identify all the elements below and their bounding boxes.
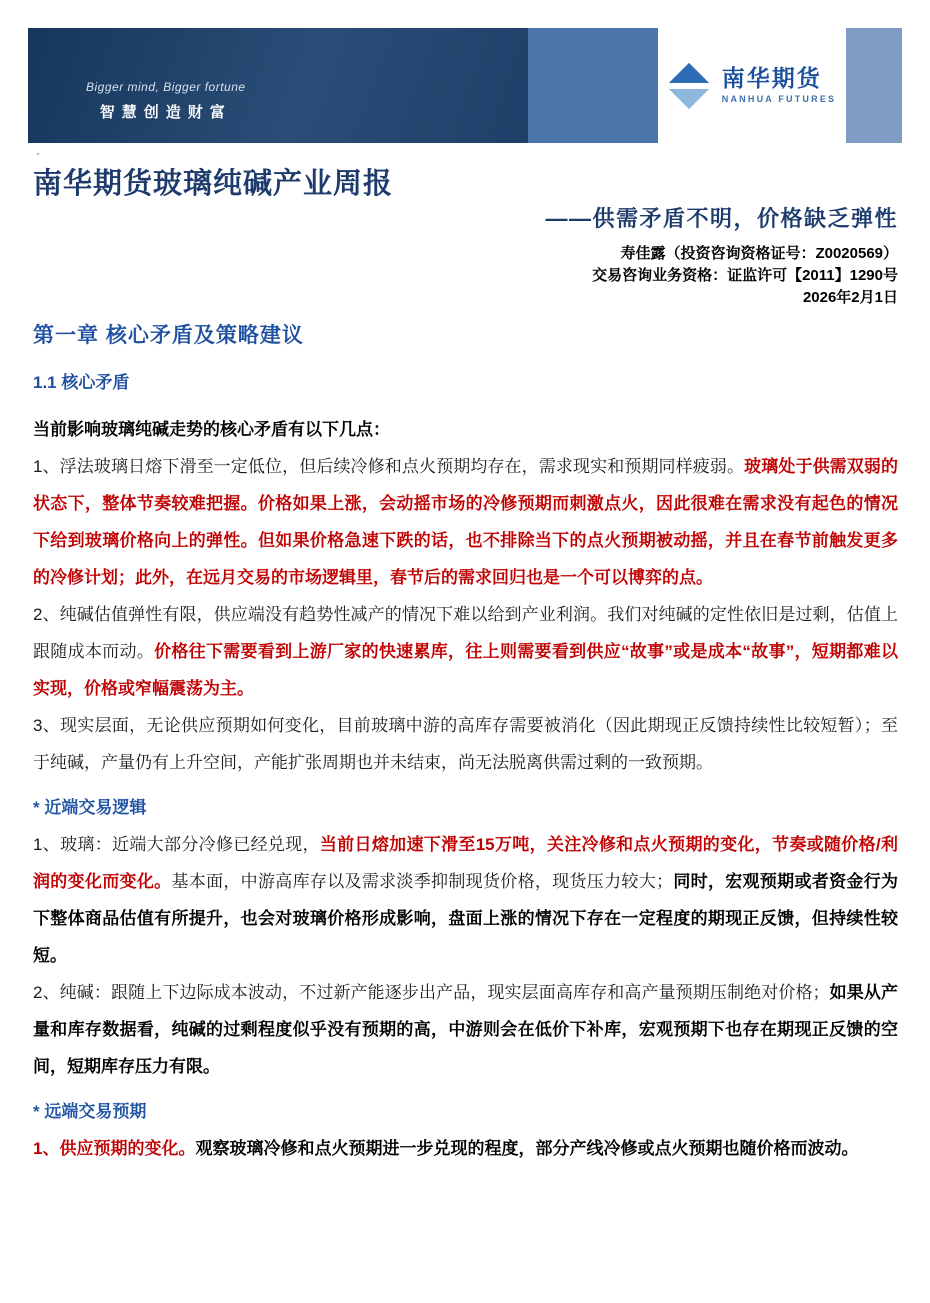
logo-name-english: NANHUA FUTURES <box>721 94 837 105</box>
text-run: 观察玻璃冷修和点火预期进一步兑现的程度，部分产线冷修或点火预期也随价格而波动。 <box>195 1139 859 1158</box>
trade-logic-subheading: * 近端交易逻辑 <box>33 798 147 817</box>
text-run: 2、纯碱：跟随上下边际成本波动，不过新产能逐步出产品，现实层面高库存和高产量预期压制绝对价格； <box>33 983 830 1002</box>
text-run: 当前日熔加速下滑至15万吨，关注冷修和点火预期的变化，节奏或随价格/利润的变化而变化。 <box>33 835 898 891</box>
paragraph <box>33 596 898 707</box>
text-run: 价格往下需要看到上游厂家的快速累库，往上则需要看到供应“故事”或是成本“故事”，短期都难以实现，价格或窄幅震荡为主。 <box>33 642 899 698</box>
report-title: 南华期货玻璃纯碱产业周报 <box>33 168 394 200</box>
stray-dot: · <box>36 146 40 160</box>
section-heading: 1.1 核心矛盾 <box>33 373 130 392</box>
report-meta <box>33 243 898 309</box>
paragraph <box>33 411 898 448</box>
text-run: 当前影响玻璃纯碱走势的核心矛盾有以下几点： <box>33 420 390 439</box>
tagline-chinese: 智慧创造财富 <box>99 104 232 121</box>
text-run: 1、供应预期的变化。 <box>33 1139 196 1158</box>
paragraph <box>33 707 898 781</box>
report-page <box>0 28 930 1303</box>
tagline-english: Bigger mind, Bigger fortune <box>86 80 246 94</box>
header-pale-segment <box>846 28 902 143</box>
document-body <box>33 411 898 1167</box>
header-mid-segment <box>528 28 658 143</box>
text-run: 基本面，中游高库存以及需求淡季抑制现货价格，现货压力较大； <box>171 872 674 891</box>
report-subtitle: ——供需矛盾不明，价格缺乏弹性 <box>545 206 898 231</box>
paragraph <box>33 1130 898 1167</box>
text-run: 1、玻璃：近端大部分冷修已经兑现， <box>33 835 320 854</box>
logo-text <box>722 66 836 105</box>
qualification-line: 交易咨询业务资格：证监许可【2011】1290号 <box>592 267 898 284</box>
text-run: 2、纯碱估值弹性有限，供应端没有趋势性减产的情况下难以给到产业利润。我们对纯碱的定性依旧是过剩，估值上跟随成本而动。 <box>33 605 898 661</box>
author-line: 寿佳露（投资咨询资格证号：Z0020569） <box>620 245 898 262</box>
text-run: 如果从产量和库存数据看，纯碱的过剩程度似乎没有预期的高，中游则会在低价下补库，宏观预期下也存在期现正反馈的空间，短期库存压力有限。 <box>33 983 899 1076</box>
company-logo <box>658 28 846 143</box>
paragraph <box>33 448 898 596</box>
trade-logic-subheading: * 远端交易预期 <box>33 1102 147 1121</box>
logo-name-chinese: 南华期货 <box>721 64 822 91</box>
text-run: 3、现实层面，无论供应预期如何变化，目前玻璃中游的高库存需要被消化（因此期现正反馈持续性比较短暂）；至于纯碱，产量仍有上升空间，产能扩张周期也并未结束，尚无法脱离供需过剩的一致预期。 <box>33 716 898 772</box>
chapter-heading: 第一章 核心矛盾及策略建议 <box>33 324 304 347</box>
paragraph <box>33 974 898 1085</box>
text-run: 1、浮法玻璃日熔下滑至一定低位，但后续冷修和点火预期均存在，需求现实和预期同样疲弱。 <box>33 457 745 476</box>
header-dark-segment <box>28 28 528 143</box>
header-band <box>28 28 902 143</box>
paragraph <box>33 826 898 974</box>
document-content <box>0 147 930 1167</box>
text-run: 同时，宏观预期或者资金行为下整体商品估值有所提升，也会对玻璃价格形成影响，盘面上涨的情况下存在一定程度的期现正反馈，但持续性较短。 <box>33 872 899 965</box>
nanhua-diamond-icon <box>666 62 712 108</box>
header-taglines <box>86 80 246 122</box>
text-run: 玻璃处于供需双弱的状态下，整体节奏较难把握。价格如果上涨，会动摇市场的冷修预期而刺激点火，因此很难在需求没有起色的情况下给到玻璃价格向上的弹性。但如果价格急速下跌的话，也不排除当下的点火预期被动摇，并且在春节前触发更多的冷修计划；此外，在远月交易的市场逻辑里，春节后的需求回归也是一个可以博弈的点。 <box>33 457 899 587</box>
report-date: 2026年2月1日 <box>802 289 898 306</box>
